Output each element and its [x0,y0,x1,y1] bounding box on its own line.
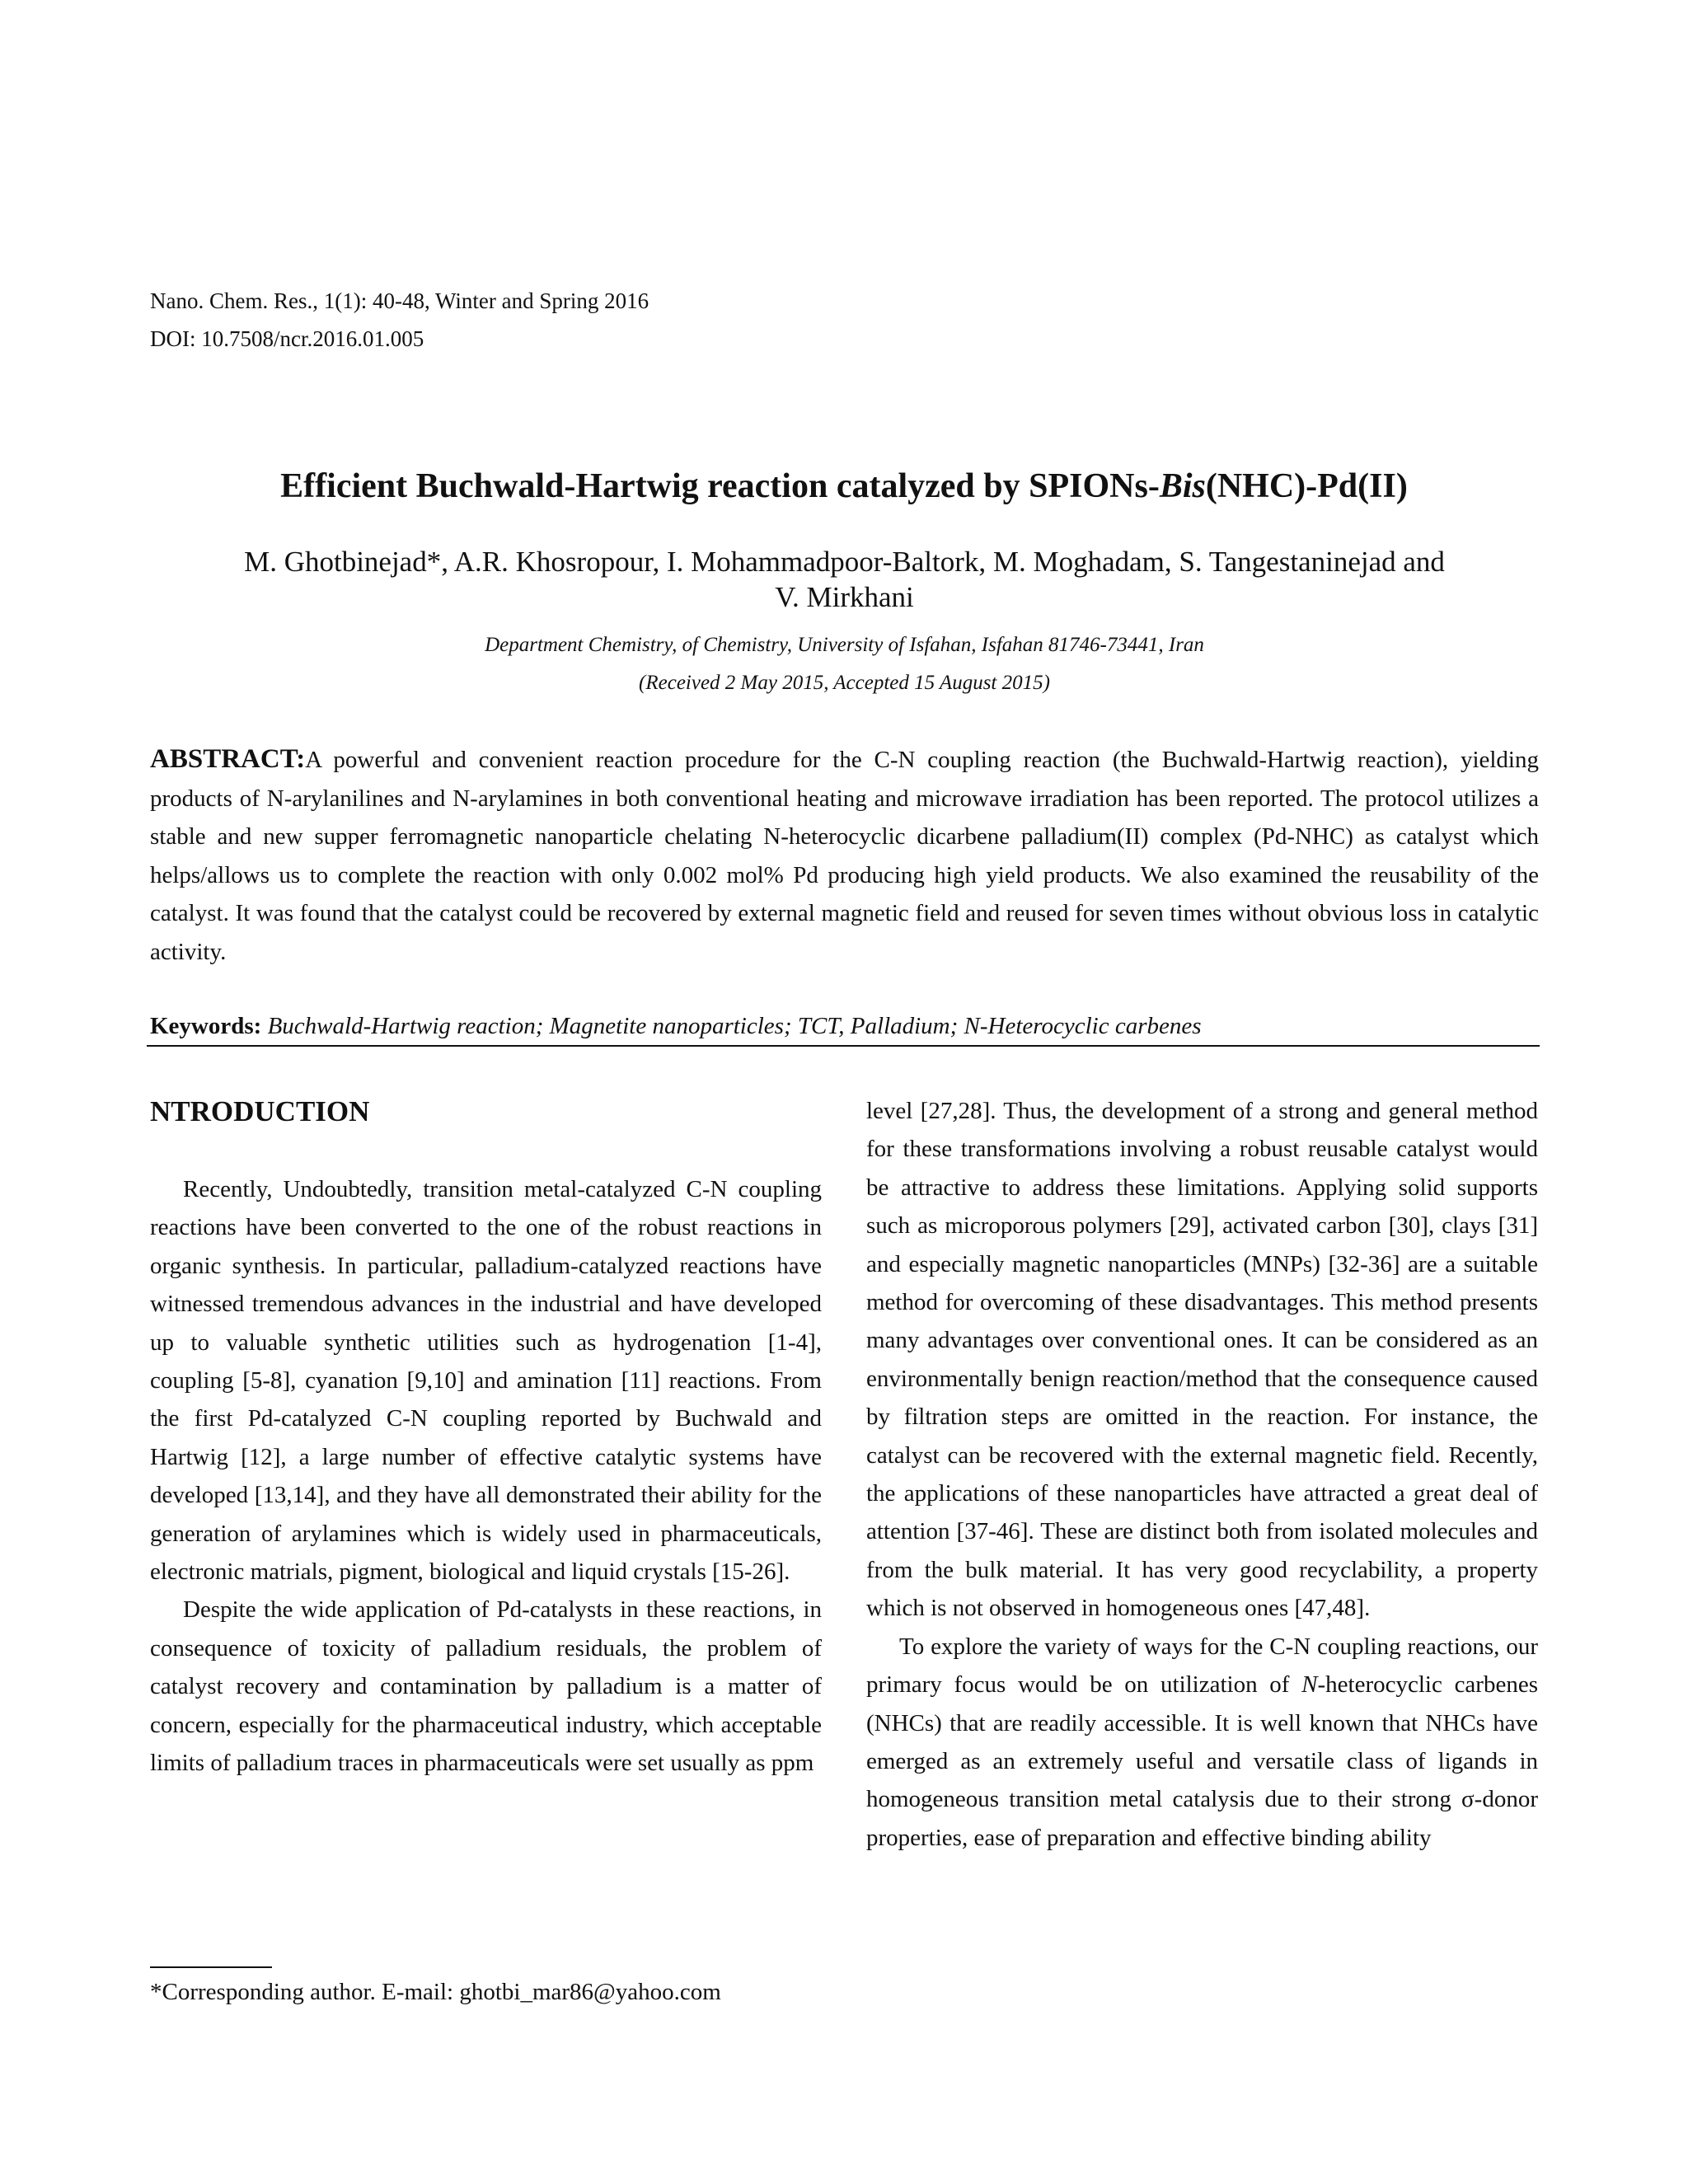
footnote-divider [150,1966,272,1968]
keywords-text: Buchwald-Hartwig reaction; Magnetite nanoparticles; TCT, Palladium; N-Heterocyclic carbenes [267,1013,1202,1039]
received-dates: (Received 2 May 2015, Accepted 15 August 2015) [639,672,1050,694]
affiliation-block [150,626,1539,702]
intro-paragraph-2: Despite the wide application of Pd-catalysts in these reactions, in consequence of toxicity of palladium residuals, the problem of catalyst recovery and contamination by palladium is a matter of concern, especially for the pharmaceutical industry, which acceptable limits of palladium traces in pharmaceuticals were set usually as ppm [150,1596,822,1777]
title-italic: Bis [1159,467,1206,505]
authors-line-2: V. Mirkhani [775,581,914,613]
left-column [150,1092,822,1783]
intro-paragraph-3-part1: To explore the variety of ways for the C-N coupling reactions, our primary focus would be on utilization of [866,1633,1538,1699]
keywords-divider [147,1045,1540,1047]
abstract [150,740,1539,971]
authors-line-1: M. Ghotbinejad*, A.R. Khosropour, I. Mohammadpoor-Baltork, M. Moghadam, S. Tangestaninejad and [244,546,1445,578]
intro-paragraph-3 [866,1628,1538,1857]
right-column [866,1092,1538,1857]
abstract-label: ABSTRACT: [150,744,306,774]
section-heading-introduction: NTRODUCTION [150,1095,370,1127]
journal-citation: Nano. Chem. Res., 1(1): 40-48, Winter and Spring 2016 [150,288,649,313]
intro-paragraph-2-continued: level [27,28]. Thus, the development of a strong and general method for these transformations involving a robust reusable catalyst would be attractive to address these limitations. Applying solid supports such as microporous polymers [29], activated carbon [30], clays [31] and especially magnetic nanoparticles (MNPs) [32-36] are a suitable method for overcoming of these disadvantages. This method presents many advantages over conventional ones. It can be considered as an environmentally benign reaction/method that the consequence caused by filtration steps are omitted in the reaction. For instance, the catalyst can be recovered with the external magnetic field. Recently, the applications of these nanoparticles have attracted a great deal of attention [37-46]. These are distinct both from isolated molecules and from the bulk material. It has very good recyclability, a property which is not observed in homogeneous ones [47,48]. [866,1098,1538,1622]
author-list [150,544,1539,615]
title-part2: (NHC)-Pd(II) [1205,467,1408,505]
intro-paragraph-3-italic: N [1301,1671,1318,1699]
journal-header [150,282,649,358]
paper-title [0,463,1688,509]
doi-line: DOI: 10.7508/ncr.2016.01.005 [150,326,424,351]
affiliation: Department Chemistry, of Chemistry, University of Isfahan, Isfahan 81746-73441, Iran [485,634,1204,656]
corresponding-author-footnote: *Corresponding author. E-mail: ghotbi_mar86@yahoo.com [150,1979,721,2005]
keywords [150,1007,1539,1045]
title-part1: Efficient Buchwald-Hartwig reaction catalyzed by SPIONs- [280,467,1160,505]
intro-paragraph-3-part2: -heterocyclic carbenes (NHCs) that are readily accessible. It is well known that NHCs have emerged as an extremely useful and versatile class of ligands in homogeneous transition metal catalysis due to their strong σ-donor properties, ease of preparation and effective binding ability [866,1671,1538,1851]
intro-paragraph-1: Recently, Undoubtedly, transition metal-catalyzed C-N coupling reactions have been converted to the one of the robust reactions in organic synthesis. In particular, palladium-catalyzed reactions have witnessed tremendous advances in the industrial and have developed up to valuable synthetic utilities such as hydrogenation [1-4], coupling [5-8], cyanation [9,10] and amination [11] reactions. From the first Pd-catalyzed C-N coupling reported by Buchwald and Hartwig [12], a large number of effective catalytic systems have developed [13,14], and they have all demonstrated their ability for the generation of arylamines which is widely used in pharmaceuticals, electronic matrials, pigment, biological and liquid crystals [15-26]. [150,1176,822,1586]
keywords-label: Keywords: [150,1013,262,1039]
abstract-text: A powerful and convenient reaction procedure for the C-N coupling reaction (the Buchwald-Hartwig reaction), yielding products of N-arylanilines and N-arylamines in both conventional heating and microwave irradiation has been reported. The protocol utilizes a stable and new supper ferromagnetic nanoparticle chelating N-heterocyclic dicarbene palladium(II) complex (Pd-NHC) as catalyst which helps/allows us to complete the reaction with only 0.002 mol% Pd producing high yield products. We also examined the reusability of the catalyst. It was found that the catalyst could be recovered by external magnetic field and reused for seven times without obvious loss in catalytic activity. [150,747,1539,965]
